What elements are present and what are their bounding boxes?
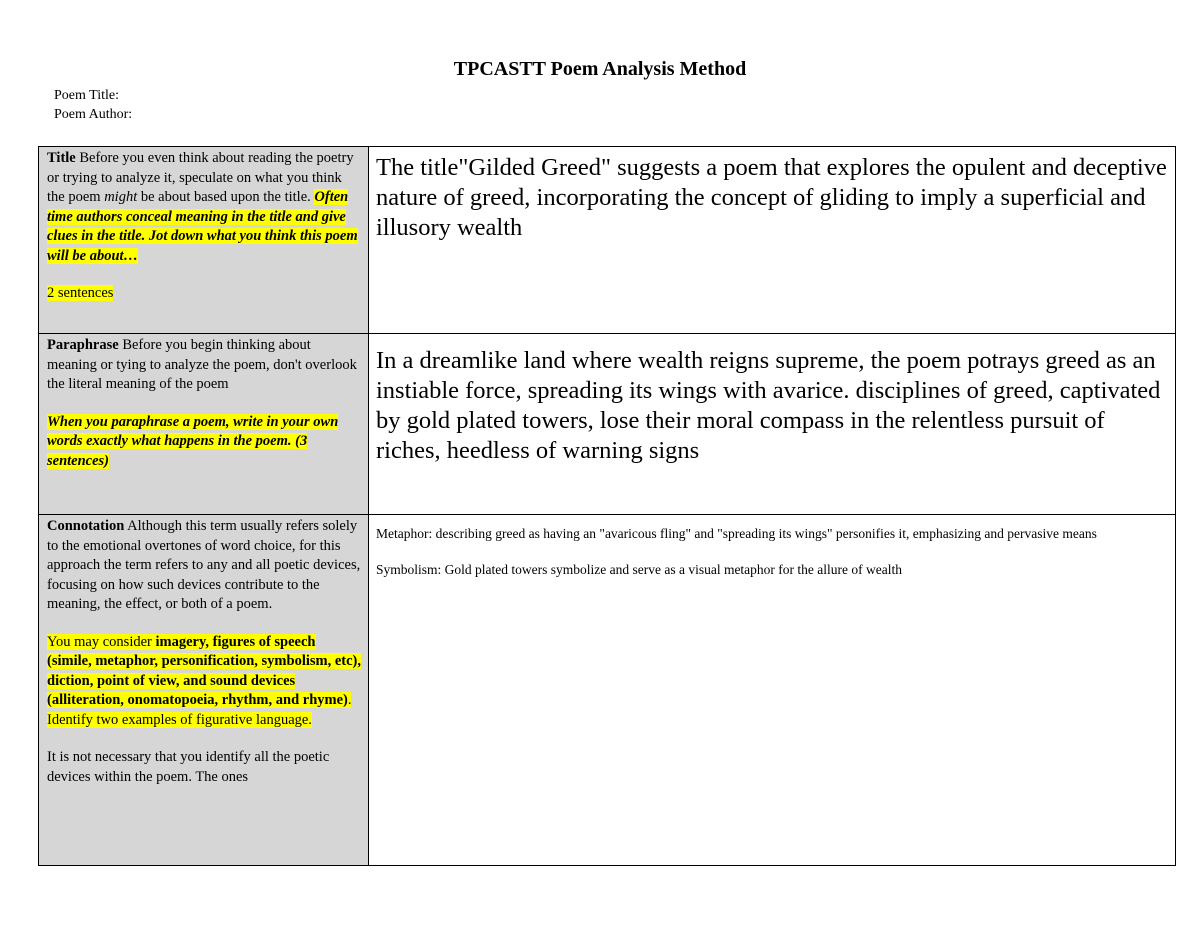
connotation-row	[39, 515, 1176, 866]
connotation-consider-suffix: . Identify two examples of figurative language.	[47, 692, 352, 728]
title-highlight: Often time authors conceal meaning in the title and give clues in the title. Jot down what you think this poem will be about…	[47, 189, 358, 264]
connotation-devices: imagery, figures of speech (simile, metaphor, personification, symbolism, etc), diction, point of view, and sound devices (alliteration, onomatopoeia, rhythm, and rhyme)	[47, 633, 362, 708]
connotation-tail: It is not necessary that you identify all the poetic devices within the poem. The ones	[47, 749, 330, 785]
paraphrase-row	[39, 334, 1176, 515]
connotation-intro: Although this term usually refers solely to the emotional overtones of word choice, for this approach the term refers to any and all poetic devices, focusing on how such devices contribute to the meaning, the effect, or both of a poem.	[47, 518, 361, 612]
document-title: TPCASTT Poem Analysis Method	[453, 58, 747, 80]
paraphrase-answer: In a dreamlike land where wealth reigns supreme, the poem potrays greed as an instiable force, spreading its wings with avarice. disciplines of greed, captivated by gold plated towers, lose their moral compass in the relentless pursuit of riches, heedless of warning signs	[376, 347, 1161, 464]
title-answer-cell[interactable]	[369, 147, 1176, 334]
connotation-answer-symbolism: Symbolism: Gold plated towers symbolize and serve as a visual metaphor for the allure of wealth	[376, 562, 902, 577]
title-row	[39, 147, 1176, 334]
title-heading: Title	[47, 150, 76, 166]
connotation-instructions-cell	[39, 515, 369, 866]
paraphrase-intro: Before you begin thinking about meaning or tying to analyze the poem, don't overlook the literal meaning of the poem	[47, 337, 357, 392]
title-sentence-note: 2 sentences	[47, 285, 114, 301]
poem-title-label: Poem Title:	[54, 88, 119, 103]
paraphrase-instructions-cell	[39, 334, 369, 515]
title-instructions-cell	[39, 147, 369, 334]
title-intro-emphasis: might	[104, 189, 138, 205]
poem-meta	[54, 86, 132, 124]
connotation-heading: Connotation	[47, 518, 125, 534]
paraphrase-answer-cell[interactable]	[369, 334, 1176, 515]
poem-author-label: Poem Author:	[54, 107, 133, 122]
title-intro-a: Before you even think about reading the poetry or trying to analyze it, speculate on what you think the poem	[47, 150, 354, 205]
connotation-answer-metaphor: Metaphor: describing greed as having an "avaricous fling" and "spreading its wings" personifies it, emphasizing and pervasive means	[376, 526, 1097, 541]
connotation-consider-prefix: You may consider	[47, 633, 156, 650]
paraphrase-heading: Paraphrase	[47, 337, 119, 353]
title-answer: The title"Gilded Greed" suggests a poem that explores the opulent and deceptive nature of greed, incorporating the concept of gliding to imply a superficial and illusory wealth	[376, 154, 1167, 241]
title-intro-b: be about based upon the title.	[137, 189, 315, 205]
connotation-answer-cell[interactable]	[369, 515, 1176, 866]
tpcastt-table	[38, 146, 1176, 866]
paraphrase-highlight: When you paraphrase a poem, write in your own words exactly what happens in the poem. (3 sentences)	[47, 413, 339, 469]
